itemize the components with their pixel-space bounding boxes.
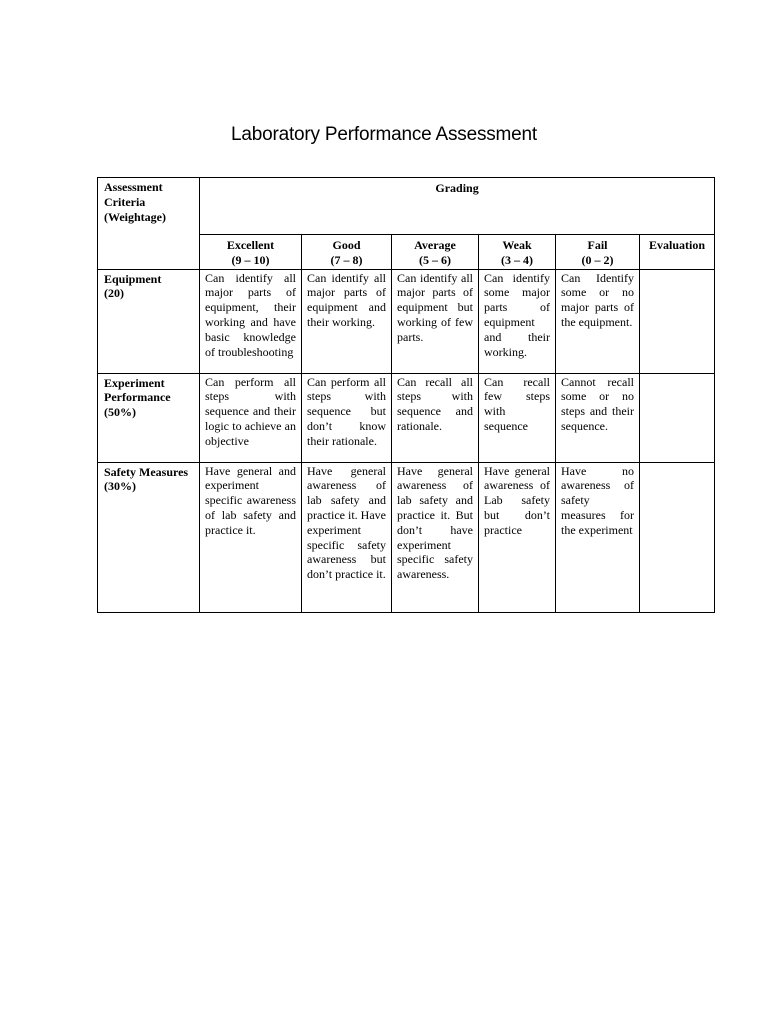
grade-cell: Have general awareness of lab safety and practice it. Have experiment specific safety awareness but don’t practice it. (302, 462, 392, 612)
level-fail (556, 235, 640, 270)
evaluation-cell[interactable] (640, 373, 715, 462)
criteria-header: Assessment Criteria (Weightage) (98, 178, 200, 270)
level-range: (3 – 4) (501, 252, 533, 267)
level-name: Fail (587, 238, 608, 252)
criterion-name: Equipment (104, 271, 162, 286)
level-range: (9 – 10) (231, 252, 270, 267)
evaluation-cell[interactable] (640, 269, 715, 373)
criterion-experiment-performance (98, 373, 200, 462)
table-row (98, 462, 715, 612)
grade-cell: Cannot recall some or no steps and their sequence. (556, 373, 640, 462)
grade-cell: Have general and experiment specific awareness of lab safety and practice it. (200, 462, 302, 612)
header-row (98, 178, 715, 235)
criterion-weight: (20) (104, 286, 124, 301)
grade-cell: Can perform all steps with sequence but don’t know their rationale. (302, 373, 392, 462)
table-row (98, 373, 715, 462)
level-name: Excellent (226, 238, 275, 252)
assessment-rubric-table (97, 177, 715, 613)
level-weak (479, 235, 556, 270)
grade-cell: Can identify some major parts of equipment and their working. (479, 269, 556, 373)
grade-cell: Can identify all major parts of equipment and their working. (302, 269, 392, 373)
grade-cell: Have general awareness of Lab safety but don’t practice (479, 462, 556, 612)
grade-cell: Have no awareness of safety measures for the experiment (556, 462, 640, 612)
grade-cell: Can recall all steps with sequence and rationale. (392, 373, 479, 462)
evaluation-header (640, 235, 715, 270)
grade-cell: Can perform all steps with sequence and their logic to achieve an objective (200, 373, 302, 462)
grade-cell: Have general awareness of lab safety and practice it. But don’t have experiment specific safety awareness. (392, 462, 479, 612)
table-row (98, 269, 715, 373)
criterion-name: Safety Measures (104, 464, 189, 479)
grade-cell: Can recall few steps with sequence (479, 373, 556, 462)
level-average (392, 235, 479, 270)
level-name: Average (414, 238, 456, 252)
evaluation-label: Evaluation (649, 238, 706, 252)
level-excellent (200, 235, 302, 270)
evaluation-cell[interactable] (640, 462, 715, 612)
level-name: Good (332, 238, 361, 252)
criterion-weight: (50%) (104, 405, 136, 420)
grading-header: Grading (200, 178, 715, 235)
level-range: (7 – 8) (330, 252, 363, 267)
criterion-safety-measures (98, 462, 200, 612)
level-name: Weak (502, 238, 532, 252)
grade-cell: Can identify all major parts of equipment but working of few parts. (392, 269, 479, 373)
criterion-equipment (98, 269, 200, 373)
level-range: (0 – 2) (581, 252, 614, 267)
grade-cell: Can identify all major parts of equipment, their working and have basic knowledge of troubleshooting (200, 269, 302, 373)
criterion-name: Experiment Performance (104, 375, 171, 405)
criterion-weight: (30%) (104, 479, 136, 494)
page-title: Laboratory Performance Assessment (231, 124, 537, 145)
level-good (302, 235, 392, 270)
level-range: (5 – 6) (419, 252, 451, 267)
grade-cell: Can Identify some or no major parts of the equipment. (556, 269, 640, 373)
